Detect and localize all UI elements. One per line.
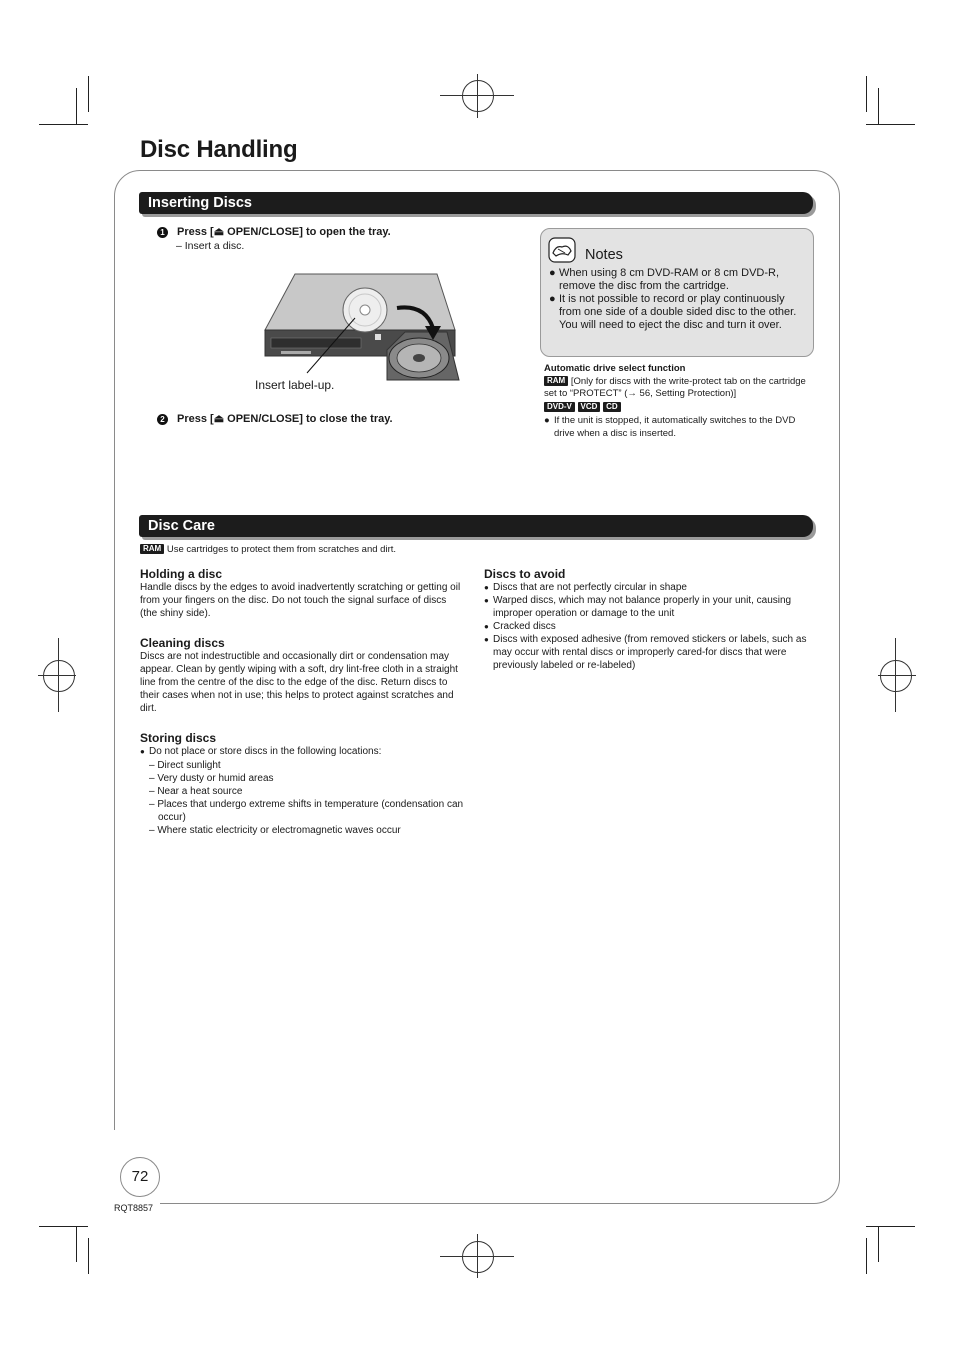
illustration-caption: Insert label-up. [255, 378, 335, 392]
registration-mark-line [477, 1234, 478, 1278]
crop-mark [88, 76, 89, 112]
auto-drive-ram-note: RAM [Only for discs with the write-protect tab on the cartridge set to “PROTECT” (→ 56, Setting Protection)] [544, 375, 806, 399]
step-1-sub: – Insert a disc. [176, 240, 245, 252]
bullet: ● [484, 583, 489, 592]
notes-title: Notes [585, 247, 623, 263]
bullet: ● [544, 415, 550, 426]
holding-title: Holding a disc [140, 567, 223, 581]
avoid-title: Discs to avoid [484, 567, 566, 581]
registration-mark-line [878, 675, 916, 676]
step-1-text: Press [⏏ OPEN/CLOSE] to open the tray. [177, 226, 391, 238]
storing-item: – Near a heat source [149, 786, 243, 797]
storing-title: Storing discs [140, 731, 217, 745]
avoid-item: ● Warped discs, which may not balance properly in your unit, causing improper operation or damage to the unit [484, 595, 792, 619]
notes-item: ● It is not possible to record or play continuously from one side of a double sided disc to the other. You will need to eject the disc and turn it over. [549, 293, 797, 331]
auto-drive-title: Automatic drive select function [544, 363, 686, 374]
registration-mark [462, 1241, 494, 1273]
notes-hand-icon [548, 237, 576, 263]
bullet: ● [140, 747, 145, 756]
disc-type-tags [544, 402, 809, 415]
step-2-text: Press [⏏ OPEN/CLOSE] to close the tray. [177, 413, 393, 425]
ram-tag: RAM [140, 544, 164, 554]
dvd-recorder-tray-illustration [255, 268, 465, 388]
bullet: ● [549, 293, 556, 305]
crop-mark [39, 124, 88, 125]
step-number: 1 [157, 227, 168, 238]
crop-mark [39, 1226, 88, 1227]
registration-mark-line [477, 74, 478, 118]
bullet: ● [549, 267, 556, 279]
storing-item: – Where static electricity or electromagnetic waves occur [149, 825, 401, 836]
section-heading-inserting-discs: Inserting Discs [139, 192, 813, 214]
disc-care-intro: RAM Use cartridges to protect them from scratches and dirt. [140, 544, 396, 555]
crop-mark [878, 88, 879, 124]
avoid-item: ● Discs with exposed adhesive (from removed stickers or labels, such as may occur with rental discs or improperly cared-for discs that were previously labeled or re-labeled) [484, 634, 807, 671]
crop-mark [866, 1238, 867, 1274]
storing-item: – Direct sunlight [149, 760, 221, 771]
step-number: 2 [157, 414, 168, 425]
registration-mark [880, 660, 912, 692]
bullet: ● [484, 596, 489, 605]
storing-item: – Very dusty or humid areas [149, 773, 274, 784]
crop-mark [878, 1226, 879, 1262]
bullet: ● [484, 635, 489, 644]
crop-mark [76, 1226, 77, 1262]
avoid-item: ● Cracked discs [484, 621, 556, 632]
registration-mark [43, 660, 75, 692]
disc-care-right-column [484, 567, 809, 672]
storing-list [140, 759, 465, 837]
crop-mark [88, 1238, 89, 1274]
bullet: ● [484, 622, 489, 631]
section-heading-disc-care: Disc Care [139, 515, 813, 537]
storing-item: – Places that undergo extreme shifts in temperature (condensation can occur) [149, 799, 464, 823]
notes-item: ● When using 8 cm DVD-RAM or 8 cm DVD-R, remove the disc from the cartridge. [549, 267, 780, 292]
crop-mark [866, 76, 867, 112]
registration-mark [462, 80, 494, 112]
disc-care-left-column [140, 567, 465, 837]
auto-drive-bullet: ● If the unit is stopped, it automatically switches to the DVD drive when a disc is inserted. [544, 415, 796, 439]
vcd-tag: VCD [578, 402, 601, 412]
storing-bullet: ● Do not place or store discs in the following locations: [140, 746, 382, 757]
cleaning-title: Cleaning discs [140, 636, 225, 650]
cleaning-text: Discs are not indestructible and occasionally dirt or condensation may appear. Clean by gently wiping with a soft, dry lint-free cloth in a straight line from the centre of the disc to the edge of the disc. Return discs to their cases when not in use; this helps to protect against scratches and dirt. [140, 651, 458, 714]
ram-tag: RAM [544, 376, 568, 386]
crop-mark [76, 88, 77, 124]
page-title: Disc Handling [140, 136, 298, 163]
holding-text: Handle discs by the edges to avoid inadvertently scratching or getting oil from your fingers on the disc. Do not touch the signal surface of discs (the shiny side). [140, 582, 461, 619]
avoid-item: ● Discs that are not perfectly circular in shape [484, 582, 687, 593]
crop-mark [866, 124, 915, 125]
cd-tag: CD [603, 402, 621, 412]
registration-mark-line [58, 638, 59, 712]
registration-mark-line [38, 675, 76, 676]
step-1 [157, 225, 391, 238]
dvd-v-tag: DVD-V [544, 402, 575, 412]
page-number: 72 [120, 1157, 160, 1197]
notes-list [549, 267, 807, 332]
crop-mark [866, 1226, 915, 1227]
step-2 [157, 412, 393, 425]
registration-mark-line [895, 638, 896, 712]
model-code: RQT8857 [114, 1203, 154, 1213]
auto-drive-block [544, 363, 809, 440]
